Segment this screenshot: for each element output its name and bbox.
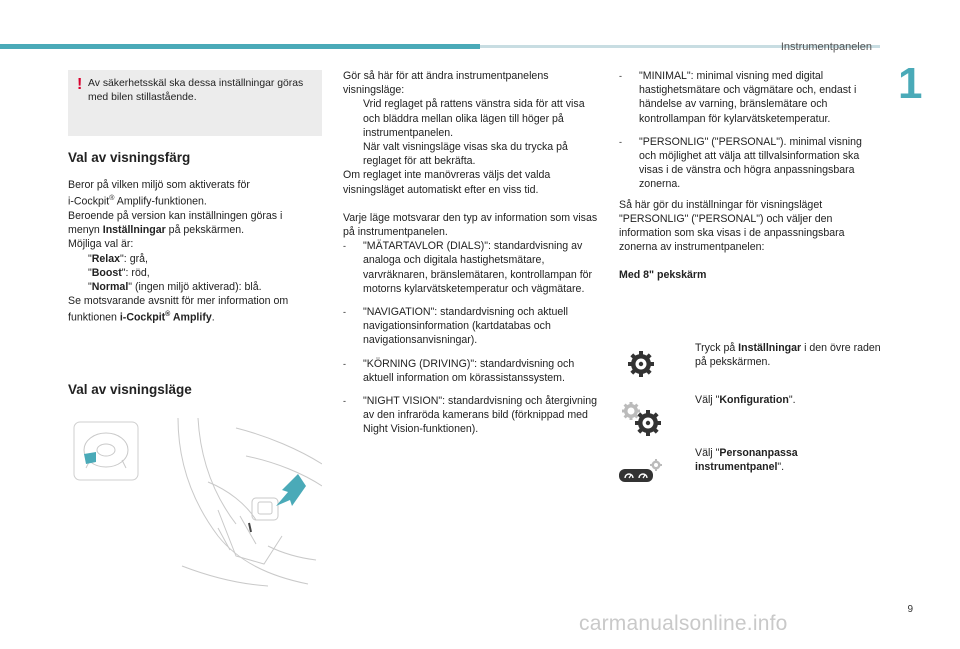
option-boost: "Boost": röd, <box>88 266 150 279</box>
step-personalize: Välj "Personanpassa instrumentpanel". <box>695 447 798 474</box>
middle-column: Gör så här för att ändra instrumentpanelens visningsläge: Vrid reglaget på rattens vänstra sida för att visa och bläddra mellan olika lägen till höger på instrumentpanelen. När valt visningsläge visas ska du trycka på reglaget för att bekräfta. Om reglaget inte manövreras väljs det valda visningsläget automatiskt efter en viss tid. Varje läge motsvarar den typ av information som visas på instrumentpanelen. - "MÄTARTAVLOR (DIALS)": standardvisning av analoga och digitala hastighetsmätare, varvräknaren, bränslemätaren, kontrollampan för motorns kylarvätsketemperatur och vägmätare. - "NAVIGATION": standardvisning och aktuell navigationsinformation (kartdatabas och navigationsanvisningar). - "KÖRNING (DRIVING)": standardvisning och aktuell information om körassistanssystem. - "NIGHT VISION": standardvisning och återgivning av den infraröda kamerans bild (förknippad med Night Vision-funktionen). <box>343 69 601 437</box>
section-heading-mode: Val av visningsläge <box>68 382 192 397</box>
configuration-gears-icon <box>619 399 663 439</box>
warning-exclamation-icon: ! <box>77 76 83 93</box>
mode-night-vision: - "NIGHT VISION": standardvisning och återgivning av den infraröda kamerans bild (förknippad med Night Vision-funktionen). <box>343 395 598 436</box>
right-column: - "MINIMAL": minimal visning med digital hastighetsmätare och vägmätare och, endast i händelse av varning, bränslemätare och kontrollampan för kylarvätsketemperatur. - "PERSONLIG" ("PERSONAL"). minimal visning och möjlighet att välja att tillvalsinformation ska visas i de vänstra och högra anpassningsbara zonerna. Så här gör du inställningar för visningsläget "PERSONLIG" ("PERSONAL") och väljer den information som ska visas i de anpassningsbara zonerna av instrumentpanelen: Med 8" pekskärm <box>619 69 881 283</box>
step-configuration: Välj "Konfiguration". <box>695 394 796 406</box>
color-section-body: Beror på vilken miljö som aktiverats för i-Cockpit® Amplify-funktionen. Beroende på version kan inställningen göras i menyn Inställningar på pekskärmen. Möjliga val är: "Relax": grå, "Boost": röd, "Normal" (ingen miljö aktiverad): blå. Se motsvarande avsnitt för mer information om funktionen i-Cockpit® Amplify. <box>68 178 330 325</box>
safety-warning-box <box>68 70 322 136</box>
step-confirm: När valt visningsläge visas ska du trycka på reglaget för att bekräfta. <box>363 141 568 168</box>
mode-personal: - "PERSONLIG" ("PERSONAL"). minimal visning och möjlighet att välja att tillvalsinformation ska visas i de vänstra och högra anpassningsbara zonerna. <box>619 135 862 191</box>
settings-gear-icon <box>626 349 656 379</box>
mode-dials: - "MÄTARTAVLOR (DIALS)": standardvisning av analoga och digitala hastighetsmätare, varvräknaren, bränslemätaren, kontrollampan för motorns kylarvätsketemperatur och vägmätare. <box>343 240 593 295</box>
steering-wheel-control-illustration <box>68 416 322 588</box>
mode-driving: - "KÖRNING (DRIVING)": standardvisning och aktuell information om körassistanssystem. <box>343 357 575 384</box>
step-settings: Tryck på Inställningar i den övre raden på pekskärmen. <box>695 342 881 369</box>
mode-navigation: - "NAVIGATION": standardvisning och aktuell navigationsinformation (kartdatabas och navigationsanvisningar). <box>343 306 568 347</box>
inset-highlight-marker <box>84 452 96 464</box>
arrow-pointer-icon <box>276 474 306 506</box>
header-accent-bar <box>0 44 480 49</box>
mode-minimal: - "MINIMAL": minimal visning med digital hastighetsmätare och vägmätare och, endast i händelse av varning, bränslemätare och kontrollampan för kylarvätsketemperatur. <box>619 70 857 125</box>
subhead-8in-screen: Med 8" pekskärm <box>619 269 707 282</box>
page-number: 9 <box>907 604 913 615</box>
personalize-dashboard-icon <box>617 458 663 484</box>
option-normal: "Normal" (ingen miljö aktiverad): blå. <box>88 280 262 293</box>
page-header-title: Instrumentpanelen <box>780 41 872 53</box>
warning-text: Av säkerhetsskäl ska dessa inställningar göras med bilen stillastående. <box>88 78 304 103</box>
option-relax: "Relax": grå, <box>88 252 148 265</box>
step-rotate: Vrid reglaget på rattens vänstra sida för att visa och bläddra mellan olika lägen till höger på instrumentpanelen. <box>363 98 585 139</box>
chapter-number: 1 <box>898 59 923 108</box>
section-heading-color: Val av visningsfärg <box>68 150 191 165</box>
watermark-text: carmanualsonline.info <box>579 612 788 635</box>
